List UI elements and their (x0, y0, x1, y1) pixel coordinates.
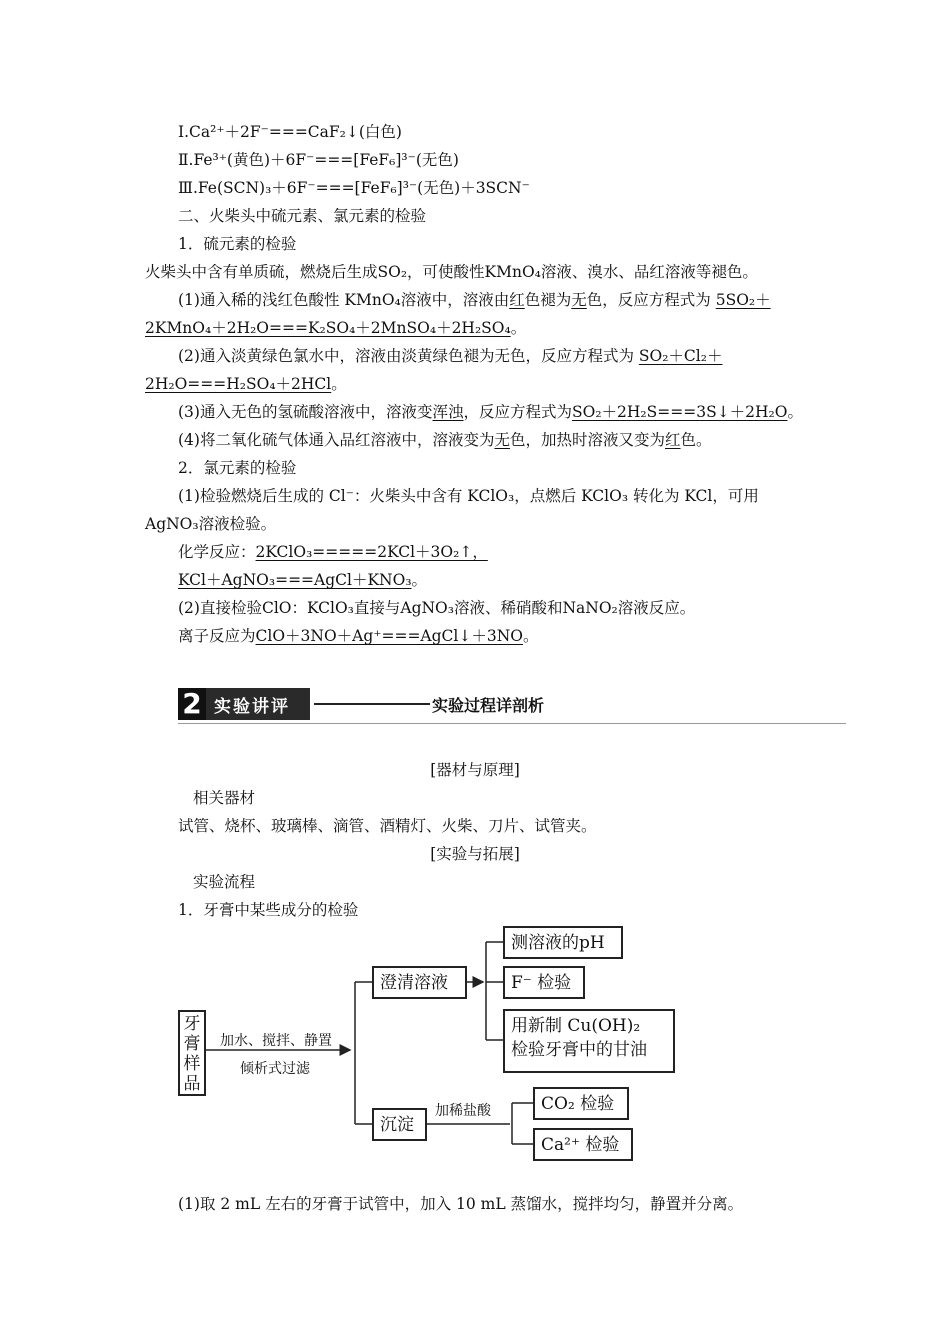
edge-label-bottom: 倾析式过滤 (240, 1061, 310, 1077)
node-glycerol-test (503, 1009, 675, 1073)
experiment-step-1: (1)取 2 mL 左右的牙膏于试管中，加入 10 mL 蒸馏水，搅拌均匀，静置并分离。 (178, 1195, 744, 1213)
sample-char: 牙 (183, 1014, 201, 1034)
text: (1)通入稀的浅红色酸性 KMnO₄溶液中，溶液由 (178, 291, 510, 309)
equation: 2H₂O===H₂SO₄＋2HCl (145, 375, 332, 393)
banner-number: 2 (178, 688, 206, 720)
experiment-bracket: [实验与拓展] (430, 845, 520, 863)
text: 。 (510, 319, 527, 337)
label: 离子反应为 (178, 627, 256, 645)
answer: 红 (509, 291, 525, 309)
text: (2)通入淡黄绿色氯水中，溶液由淡黄绿色褪为无色，反应方程式为 (178, 347, 639, 365)
node-toothpaste-sample (178, 1010, 206, 1096)
materials-bracket: [器材与原理] (430, 761, 520, 779)
answer: 浑浊 (432, 403, 464, 421)
sample-char: 膏 (183, 1034, 201, 1054)
glycerol-line-1: 用新制 Cu(OH)₂ (511, 1016, 641, 1036)
chlorine-item-2: (2)直接检验ClO：KClO₃直接与AgNO₃溶液、稀硝酸和NaNO₂溶液反应。 (178, 599, 696, 617)
text: 。 (331, 375, 347, 393)
materials-heading: 相关器材 (193, 789, 256, 807)
section-heading: 二、火柴头中硫元素、氯元素的检验 (178, 207, 427, 225)
edge-label-acid: 加稀盐酸 (435, 1103, 491, 1119)
text: 。 (787, 403, 803, 421)
equation: 5SO₂＋ (715, 291, 771, 309)
text: 色。 (680, 431, 712, 449)
label: 化学反应： (178, 543, 256, 561)
reaction-line-3: Ⅲ.Fe(SCN)₃＋6F⁻===[FeF₆]³⁻(无色)＋3SCN⁻ (178, 179, 530, 197)
text: 。 (411, 571, 428, 589)
equation: KCl＋AgNO₃===AgCl＋KNO₃ (178, 571, 412, 589)
sulfur-heading: 1．硫元素的检验 (178, 235, 297, 253)
equation: SO₂＋2H₂S===3S↓＋2H₂O (572, 403, 788, 421)
text: 色，加热时溶液又变为 (509, 431, 665, 449)
node-calcium-test: Ca²⁺ 检验 (533, 1128, 633, 1161)
text: (4)将二氧化硫气体通入品红溶液中，溶液变为 (178, 431, 495, 449)
chlorine-item-1: (1)检验燃烧后生成的 Cl⁻：火柴头中含有 KClO₃，点燃后 KClO₃ 转化为 KCl，可用 (178, 487, 759, 505)
equation: 2KMnO₄＋2H₂O===K₂SO₄＋2MnSO₄＋2H₂SO₄ (145, 319, 511, 337)
text: 色，反应方程式为 (586, 291, 716, 309)
node-ph-test: 测溶液的pH (503, 926, 623, 959)
answer: 红 (665, 431, 681, 449)
node-precipitate: 沉淀 (372, 1108, 427, 1141)
chlorine-item-1-cont: AgNO₃溶液检验。 (145, 515, 277, 533)
sample-char: 样 (183, 1054, 201, 1074)
answer: 无 (494, 431, 510, 449)
text: 。 (522, 627, 539, 645)
sample-char: 品 (183, 1074, 201, 1094)
sulfur-intro: 火柴头中含有单质硫，燃烧后生成SO₂，可使酸性KMnO₄溶液、溴水、品红溶液等褪色。 (145, 263, 758, 281)
edge-label-top: 加水、搅拌、静置 (220, 1033, 332, 1049)
node-clear-solution: 澄清溶液 (372, 966, 467, 999)
equation: SO₂＋Cl₂＋ (638, 347, 723, 365)
equation: ClO＋3NO＋Ag⁺===AgCl↓＋3NO (255, 627, 523, 645)
glycerol-line-2: 检验牙膏中的甘油 (511, 1040, 647, 1060)
chlorine-heading: 2．氯元素的检验 (178, 459, 297, 477)
equation: 2KClO₃=====2KCl＋3O₂↑， (255, 543, 488, 561)
experiment-subheading: 1．牙膏中某些成分的检验 (178, 901, 359, 919)
reaction-line-1: Ⅰ.Ca²⁺＋2F⁻===CaF₂↓(白色) (178, 123, 402, 141)
materials-list: 试管、烧杯、玻璃棒、滴管、酒精灯、火柴、刀片、试管夹。 (178, 817, 597, 835)
experiment-heading: 实验流程 (193, 873, 256, 891)
banner-title: 实验过程详剖析 (432, 696, 545, 715)
answer: 无 (571, 291, 587, 309)
node-fluoride-test: F⁻ 检验 (503, 966, 585, 999)
text: ，反应方程式为 (463, 403, 572, 421)
text: 色褪为 (524, 291, 572, 309)
text: (3)通入无色的氢硫酸溶液中，溶液变 (178, 403, 433, 421)
banner-label: 实验讲评 (214, 696, 290, 717)
node-co2-test: CO₂ 检验 (533, 1087, 629, 1120)
reaction-line-2: Ⅱ.Fe³⁺(黄色)＋6F⁻===[FeF₆]³⁻(无色) (178, 151, 459, 169)
